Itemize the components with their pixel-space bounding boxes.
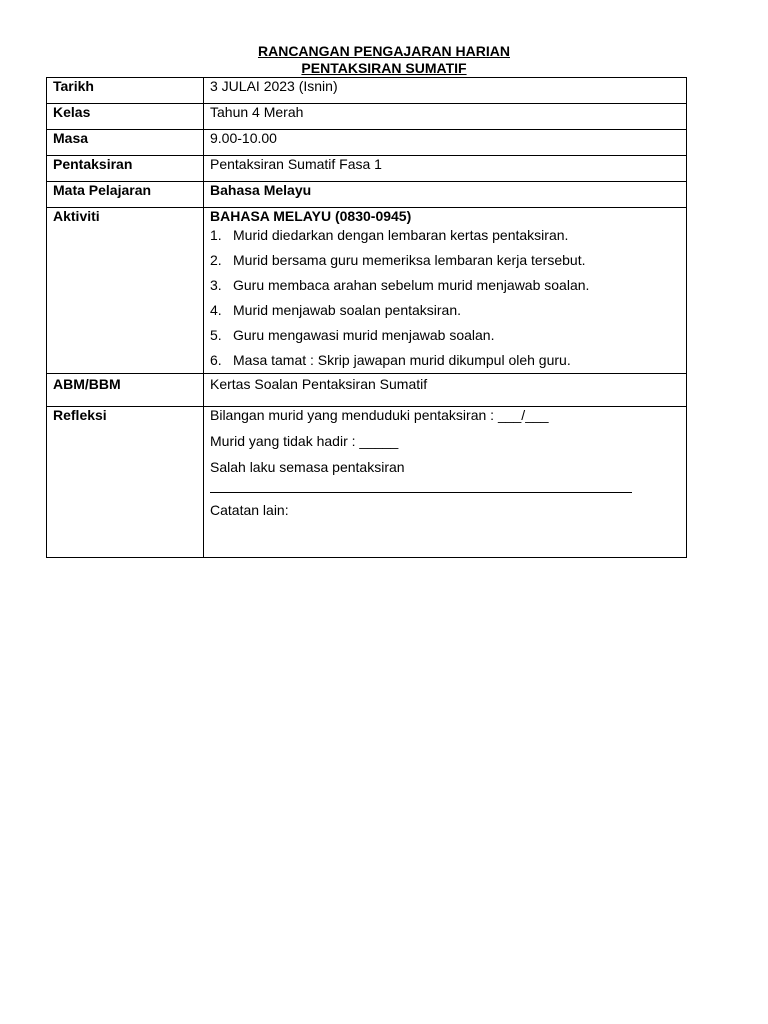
- table-row-aktiviti: [47, 208, 687, 374]
- step-number: 1.: [210, 227, 222, 243]
- value-kelas: Tahun 4 Merah: [204, 104, 687, 130]
- blank-writing-line: [210, 492, 632, 493]
- refleksi-attendance-line: Bilangan murid yang menduduki pentaksiran : ___/___: [210, 407, 549, 423]
- table-row-pentaksiran: [47, 156, 687, 182]
- title-line-1: RANCANGAN PENGAJARAN HARIAN: [257, 43, 510, 59]
- table-row-abm-bbm: [47, 374, 687, 407]
- label-abm-bbm: ABM/BBM: [47, 374, 204, 407]
- list-item: [210, 327, 680, 344]
- table-row-masa: [47, 130, 687, 156]
- step-text: Murid bersama guru memeriksa lembaran kerja tersebut.: [233, 252, 586, 268]
- step-number: 4.: [210, 302, 222, 318]
- refleksi-misconduct-line: Salah laku semasa pentaksiran: [210, 459, 405, 475]
- label-mata-pelajaran: Mata Pelajaran: [47, 182, 204, 208]
- step-text: Murid diedarkan dengan lembaran kertas pentaksiran.: [233, 227, 569, 243]
- label-tarikh: Tarikh: [47, 78, 204, 104]
- label-masa: Masa: [47, 130, 204, 156]
- step-number: 2.: [210, 252, 222, 268]
- list-item: [210, 277, 680, 294]
- refleksi-notes-line: Catatan lain:: [210, 502, 289, 518]
- list-item: [210, 302, 680, 319]
- table-row-mata-pelajaran: [47, 182, 687, 208]
- list-item: [210, 227, 680, 244]
- step-number: 6.: [210, 352, 222, 368]
- step-text: Guru membaca arahan sebelum murid menjawab soalan.: [233, 277, 590, 293]
- table-row-refleksi: [47, 407, 687, 558]
- label-refleksi: Refleksi: [47, 407, 204, 558]
- label-kelas: Kelas: [47, 104, 204, 130]
- table-row-tarikh: [47, 78, 687, 104]
- step-number: 3.: [210, 277, 222, 293]
- table-row-kelas: [47, 104, 687, 130]
- label-pentaksiran: Pentaksiran: [47, 156, 204, 182]
- list-item: [210, 252, 680, 269]
- label-aktiviti: Aktiviti: [47, 208, 204, 374]
- list-item: [210, 352, 680, 369]
- value-tarikh: 3 JULAI 2023 (Isnin): [204, 78, 687, 104]
- step-number: 5.: [210, 327, 222, 343]
- step-text: Guru mengawasi murid menjawab soalan.: [233, 327, 495, 343]
- step-text: Masa tamat : Skrip jawapan murid dikumpul oleh guru.: [233, 352, 571, 368]
- refleksi-absent-line: Murid yang tidak hadir : _____: [210, 433, 399, 449]
- document-title: [0, 43, 768, 77]
- aktiviti-heading: BAHASA MELAYU (0830-0945): [210, 208, 412, 224]
- value-refleksi: [204, 407, 687, 558]
- step-text: Murid menjawab soalan pentaksiran.: [233, 302, 462, 318]
- value-aktiviti: [204, 208, 687, 374]
- lesson-plan-table: [46, 77, 687, 558]
- aktiviti-steps-list: [210, 227, 680, 369]
- value-abm-bbm: Kertas Soalan Pentaksiran Sumatif: [204, 374, 687, 407]
- value-masa: 9.00-10.00: [204, 130, 687, 156]
- value-mata-pelajaran: Bahasa Melayu: [204, 182, 687, 208]
- value-pentaksiran: Pentaksiran Sumatif Fasa 1: [204, 156, 687, 182]
- title-line-2: PENTAKSIRAN SUMATIF: [301, 60, 467, 76]
